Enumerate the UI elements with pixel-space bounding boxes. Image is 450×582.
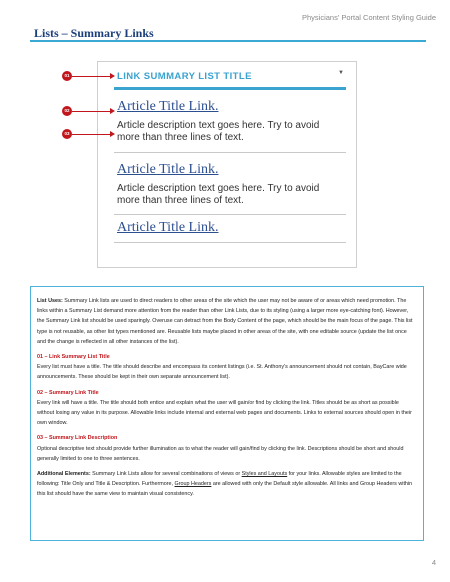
article-title-link: Article Title Link. [117, 162, 219, 177]
section-03-number: 03 [37, 435, 43, 442]
list-divider [114, 214, 346, 215]
section-title: Lists – Summary Links [34, 26, 154, 40]
chevron-down-icon: ▼ [338, 70, 344, 76]
section-02-number: 02 [37, 389, 43, 396]
callout-arrow [72, 111, 112, 112]
callout-arrow [72, 76, 112, 77]
section-03 [37, 433, 417, 464]
section-03-title: – Summary Link Description [43, 435, 118, 442]
guide-name: Physicians' Portal Content Styling Guide [301, 13, 436, 22]
callout-01-badge: 01 [62, 71, 72, 81]
additional-elements-label: Additional Elements: [37, 471, 91, 478]
section-02-title: – Summary Link Title [43, 389, 99, 396]
styles-and-layouts-link[interactable]: Styles and Layouts [241, 471, 288, 478]
section-01 [37, 352, 417, 383]
arrow-right-icon [110, 131, 115, 137]
summary-list-example [97, 61, 357, 268]
arrow-right-icon [110, 73, 115, 79]
list-divider [114, 152, 346, 153]
list-title: LINK SUMMARY LIST TITLE [117, 71, 252, 82]
arrow-right-icon [110, 108, 115, 114]
section-01-text: Every list must have a title. The title should describe and encompass its content listings (i.e. St. Anthony's announcement should not contain, BayCare wide announcements. These should be kept in their own separate announcement list). [37, 364, 407, 381]
title-divider [30, 40, 426, 42]
list-title-underline [114, 87, 346, 90]
article-title-link: Article Title Link. [117, 220, 219, 235]
callout-arrow [72, 134, 112, 135]
section-02 [37, 388, 417, 429]
article-description: Article description text goes here. Try to avoid more than three lines of text. [117, 183, 320, 206]
section-01-number: 01 [37, 354, 43, 361]
callout-02-badge: 02 [62, 106, 72, 116]
list-uses-label: List Uses: [37, 298, 63, 304]
section-01-title: – Link Summary List Title [43, 354, 110, 361]
section-02-text: Every link will have a title. The title should both entice and explain what the user will gain/or find by clicking the link. Titles should be as short as possible without losing any value in its purpose. Allowable links include internal and external web pages and documents. Links to external sources should open in their own window. [37, 399, 412, 427]
additional-elements-text: are allowed with only the Default style allowable. All links and Group Headers within this list should have the same view to maintain visual consistency. [37, 481, 413, 498]
additional-elements-text: Summary Link Lists allow for several combinations of views or [90, 471, 242, 478]
list-uses-text: Summary Link lists are used to direct readers to other areas of the site which the user may not be aware of or areas which need promotion. The links within a Summary List demand more attention from the reader than other Link Lists, due to its styling (using a larger more eye-catching font). However, the Summary Link list should be used sparingly. Overuse can detract from the Body Content of the page, which should be the main focus of the page. This list type is not reusable, as other list types mentioned are. Reusable lists maybe placed in other areas of the site, with one editable source (update the list once and the change is reflected in all other instances of the list). [37, 298, 413, 345]
additional-elements-text: for your links. Allowable styles are limited to the following: Title Only and Title & Description. Furthermore, [37, 471, 402, 488]
page-number: 4 [431, 558, 436, 567]
article-description: Article description text goes here. Try to avoid more than three lines of text. [117, 120, 320, 143]
article-title-link: Article Title Link. [117, 99, 219, 114]
callout-03-badge: 03 [62, 129, 72, 139]
additional-elements-paragraph [37, 469, 417, 500]
section-03-text: Optional descriptive text should provide further illumination as to what the reader will gain/find by clicking the link. Descriptions should be short and should generally limited to one to three sentences. [37, 445, 404, 462]
list-uses-paragraph [37, 296, 417, 347]
list-divider [114, 242, 346, 243]
group-headers-link[interactable]: Group Headers [174, 481, 212, 488]
description-box [30, 286, 424, 541]
